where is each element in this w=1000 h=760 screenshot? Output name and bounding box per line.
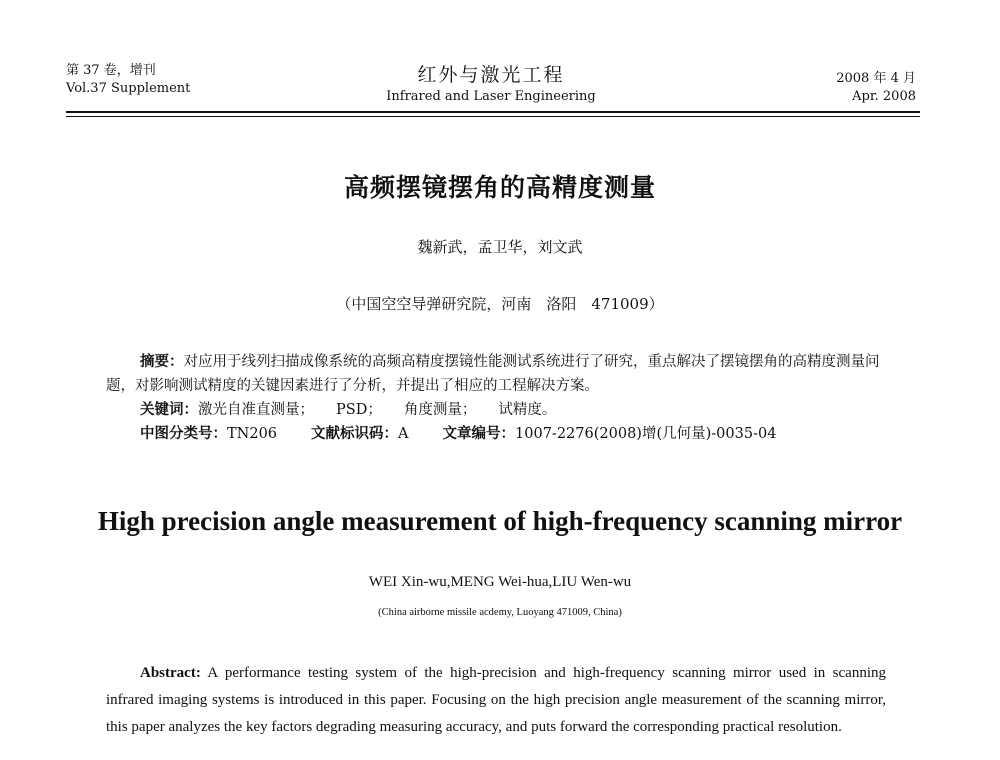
affiliation-cn: （中国空空导弹研究院，河南 洛阳 471009） [336,295,664,313]
header-rule-thick [66,111,920,113]
abstract-en [106,660,886,741]
authors-en: WEI Xin-wu,MENG Wei-hua,LIU Wen-wu [368,574,632,590]
keywords-cn [106,398,890,422]
doc-code-value: A [398,426,409,442]
abstract-cn-label: 摘要： [140,354,184,370]
abstract-cn-block [106,350,890,446]
volume-cn: 第 37 卷，增刊 [66,63,156,78]
date-cn: 2008 年 4 月 [836,71,916,86]
classification-line [106,422,890,446]
authors-cn: 魏新武，孟卫华，刘文武 [417,238,583,256]
abstract-en-text: A performance testing system of the high-precision and high-frequency scanning mirror used in scanning infrared imaging systems is introduced in this paper. Focusing on the high precision angle measurement of the scanning mirror, this paper analyzes the key factors degrading measuring accuracy, and puts forward the corresponding practical resolution. [106,665,886,735]
keywords-cn-label: 关键词： [140,402,198,418]
journal-name-cn: 红外与激光工程 [417,64,565,86]
date-en: Apr. 2008 [852,89,916,104]
header-rule-thin [66,116,920,117]
journal-name-en: Infrared and Laser Engineering [386,89,596,104]
abstract-en-label: Abstract: [140,665,201,681]
volume-en: Vol.37 Supplement [66,81,191,96]
article-number-value: 1007-2276(2008)增(几何量)-0035-04 [515,426,777,442]
keyword: 角度测量； [403,402,477,418]
doc-code-label: 文献标识码： [311,426,399,442]
paper-title-cn: 高频摆镜摆角的高精度测量 [343,173,656,202]
abstract-cn-text: 对应用于线列扫描成像系统的高频高精度摆镜性能测试系统进行了研究，重点解决了摆镜摆角的高精度测量问题，对影响测试精度的关键因素进行了分析，并提出了相应的工程解决方案。 [106,354,880,394]
keyword: 激光自准直测量； [198,402,314,418]
article-number-label: 文章编号： [442,426,516,442]
running-header [66,62,916,114]
clc-value: TN206 [227,426,278,442]
journal-info [66,62,916,106]
abstract-en-block [106,660,886,760]
paper-title-en: High precision angle measurement of high-frequency scanning mirror [97,506,903,536]
affiliation-en: (China airborne missile acdemy, Luoyang 471009, China) [378,607,622,618]
clc-label: 中图分类号： [140,426,227,442]
abstract-cn [106,350,890,398]
keyword: 试精度。 [498,402,557,418]
date-info [836,70,916,106]
keyword: PSD； [336,402,382,418]
